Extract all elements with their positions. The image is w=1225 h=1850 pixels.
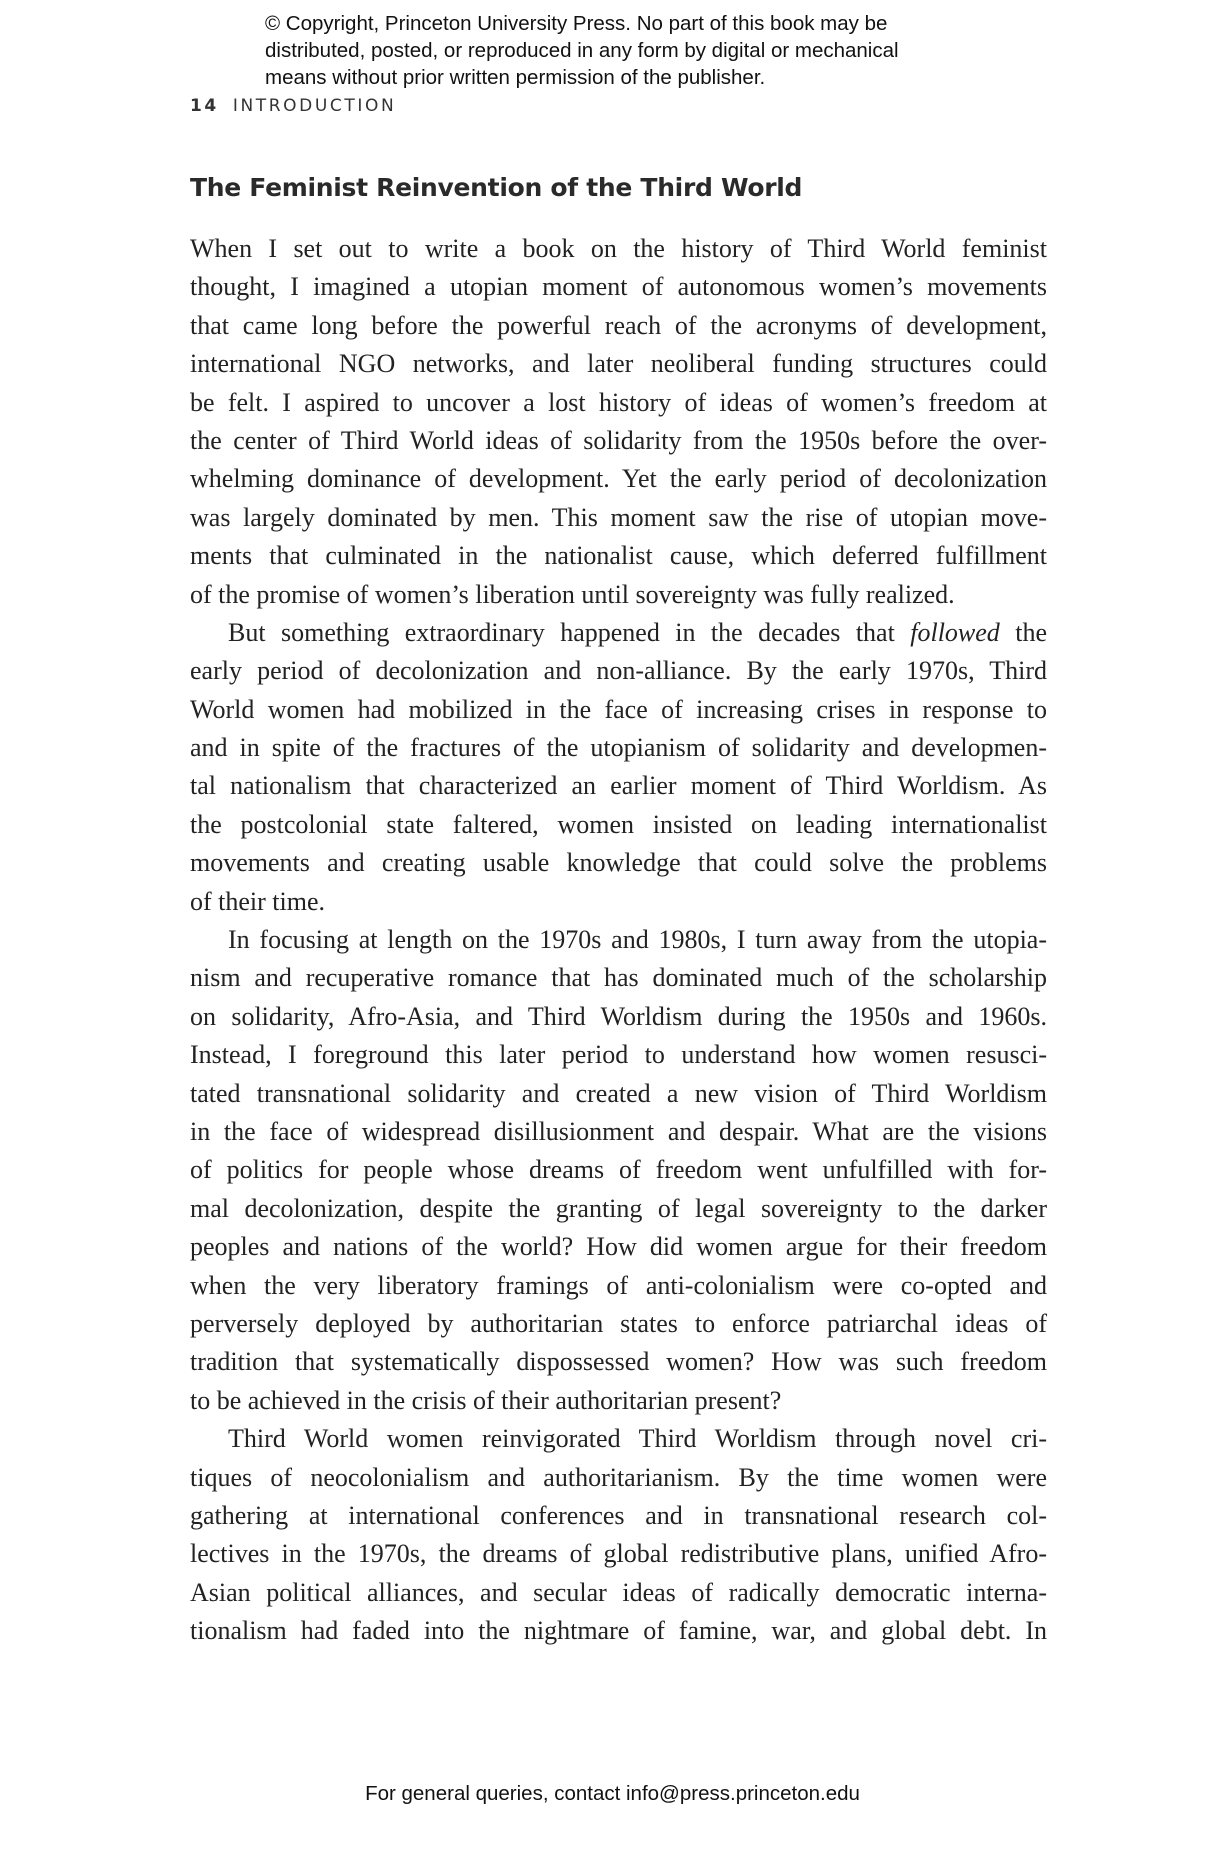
text-line: tal nationalism that characterized an earlier moment of Third Worldism. As — [190, 771, 1047, 801]
text-line: Instead, I foreground this later period to understand how women resusci- — [190, 1040, 1047, 1070]
paragraph — [190, 230, 1047, 614]
text-segment: the — [999, 617, 1048, 647]
text-line: ments that culminated in the nationalist cause, which deferred fulfillment — [190, 541, 1047, 571]
text-line: early period of decolonization and non-alliance. By the early 1970s, Third — [190, 656, 1047, 686]
text-line: when the very liberatory framings of anti-colonialism were co-opted and — [190, 1270, 1047, 1300]
text-line: on solidarity, Afro-Asia, and Third Worldism during the 1950s and 1960s. — [190, 1001, 1047, 1031]
text-line: mal decolonization, despite the granting of legal sovereignty to the darker — [190, 1193, 1047, 1223]
copyright-notice — [265, 10, 899, 91]
emphasis: followed — [910, 617, 1000, 647]
text-line — [190, 614, 1047, 652]
text-line: the postcolonial state faltered, women insisted on leading internationalist — [190, 809, 1047, 839]
text-line: the center of Third World ideas of solidarity from the 1950s before the over- — [190, 425, 1047, 455]
text-line: in the face of widespread disillusionment and despair. What are the visions — [190, 1116, 1047, 1146]
text-line: of their time. — [190, 886, 326, 916]
text-line: international NGO networks, and later neoliberal funding structures could — [190, 349, 1047, 379]
text-line: that came long before the powerful reach of the acronyms of development, — [190, 310, 1047, 340]
text-segment: But something extraordinary happened in the decades that — [228, 617, 911, 647]
text-line: Third World women reinvigorated Third Worldism through novel cri- — [228, 1424, 1047, 1454]
text-line: perversely deployed by authoritarian states to enforce patriarchal ideas of — [190, 1308, 1047, 1338]
body-text — [190, 230, 1047, 1650]
copyright-line: means without prior written permission of the publisher. — [265, 66, 766, 89]
paragraph — [190, 614, 1047, 921]
text-line: In focusing at length on the 1970s and 1980s, I turn away from the utopia- — [228, 925, 1047, 955]
text-line: Asian political alliances, and secular ideas of radically democratic interna- — [190, 1577, 1047, 1607]
footer-contact: For general queries, contact info@press.princeton.edu — [365, 1782, 860, 1805]
text-line: When I set out to write a book on the history of Third World feminist — [190, 234, 1047, 263]
text-line: World women had mobilized in the face of increasing crises in response to — [190, 694, 1047, 724]
copyright-line: distributed, posted, or reproduced in any form by digital or mechanical — [265, 39, 899, 62]
text-line: and in spite of the fractures of the utopianism of solidarity and developmen- — [190, 733, 1047, 763]
text-line: whelming dominance of development. Yet the early period of decolonization — [190, 464, 1047, 494]
section-heading: The Feminist Reinvention of the Third World — [190, 173, 803, 202]
text-line: peoples and nations of the world? How did women argue for their freedom — [190, 1232, 1047, 1262]
text-line: movements and creating usable knowledge that could solve the problems — [190, 848, 1047, 878]
text-line: gathering at international conferences and in transnational research col- — [190, 1500, 1047, 1530]
paragraph — [190, 1420, 1047, 1650]
text-line: lectives in the 1970s, the dreams of global redistributive plans, unified Afro- — [190, 1539, 1047, 1569]
page-number: 14 — [190, 96, 219, 116]
section-title: INTRODUCTION — [232, 96, 397, 116]
text-line: of politics for people whose dreams of freedom went unfulfilled with for- — [190, 1155, 1047, 1185]
paragraph — [190, 921, 1047, 1420]
text-line: nism and recuperative romance that has dominated much of the scholarship — [190, 963, 1047, 993]
text-line: tionalism had faded into the nightmare of famine, war, and global debt. In — [190, 1616, 1047, 1646]
text-line: tradition that systematically dispossessed women? How was such freedom — [190, 1347, 1047, 1377]
text-line: was largely dominated by men. This moment saw the rise of utopian move- — [190, 502, 1047, 532]
text-line: thought, I imagined a utopian moment of autonomous women’s movements — [190, 272, 1047, 302]
text-line: of the promise of women’s liberation until sovereignty was fully realized. — [190, 579, 955, 609]
text-line: be felt. I aspired to uncover a lost history of ideas of women’s freedom at — [190, 387, 1047, 417]
text-line: tiques of neocolonialism and authoritarianism. By the time women were — [190, 1462, 1047, 1492]
text-line: tated transnational solidarity and created a new vision of Third Worldism — [190, 1078, 1047, 1108]
text-line: to be achieved in the crisis of their authoritarian present? — [190, 1385, 782, 1415]
running-head — [190, 96, 396, 116]
copyright-line: © Copyright, Princeton University Press. No part of this book may be — [265, 12, 888, 35]
